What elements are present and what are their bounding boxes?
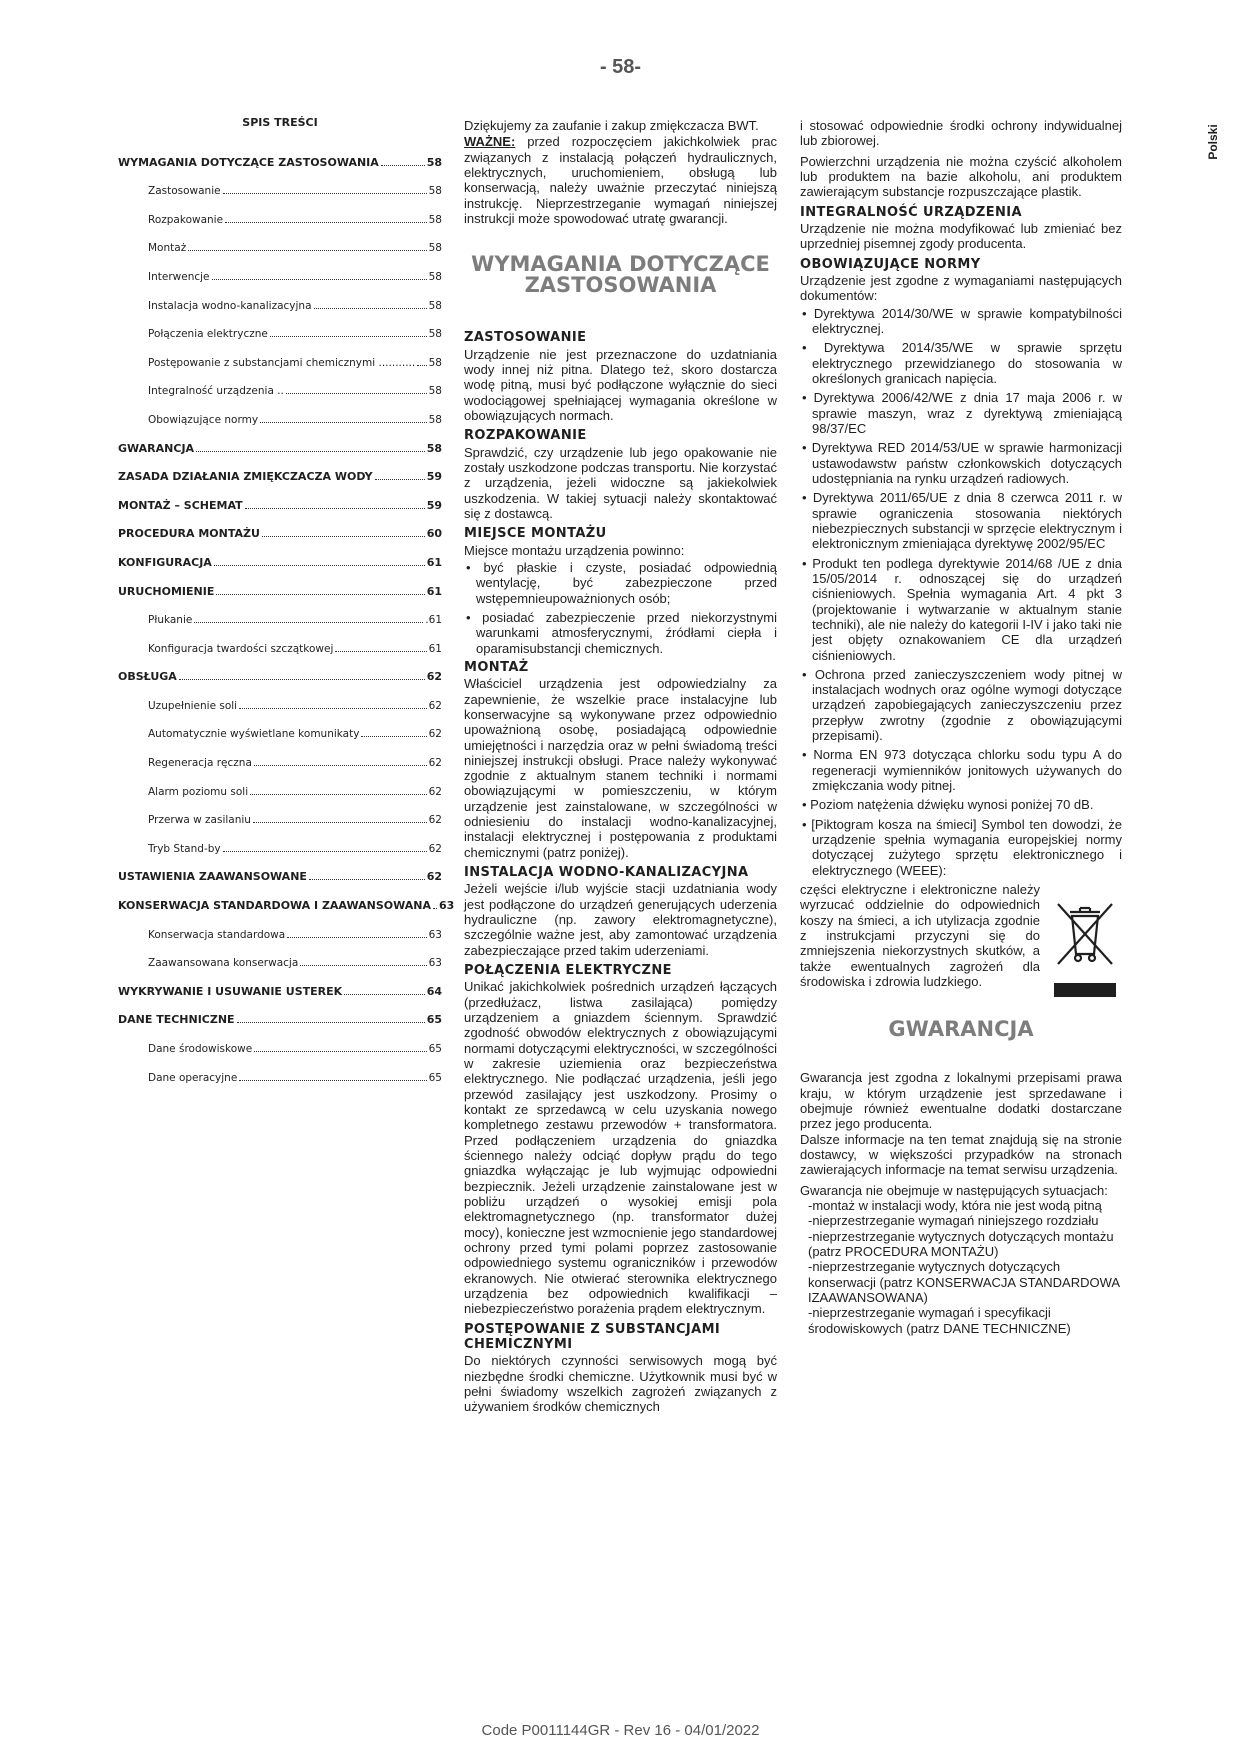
toc-entry-page: 58: [428, 413, 442, 426]
toc-leader-dots: [260, 422, 427, 423]
toc-entry-page: 60: [426, 527, 442, 541]
toc-entry-label: Konfiguracja twardości szczątkowej: [148, 642, 334, 655]
text-zastosowanie: Urządzenie nie jest przeznaczone do uzdatniania wody innej niż pitna. Dlatego też, skoro dostarcza wodę pitną, musi być podłączone wyłącznie do sieci wodociągowej spełniającej wymagania określone w obowiązujących normach.: [464, 346, 777, 423]
heading-miejsce: MIEJSCE MONTAŻU: [464, 526, 607, 542]
toc-entry-label: Alarm poziomu soli: [148, 785, 249, 798]
toc-leader-dots: [250, 794, 427, 795]
section-heading-requirements: [464, 254, 777, 296]
toc-leader-dots: [223, 851, 427, 852]
document-code-footer: Code P0011144GR - Rev 16 - 04/01/2022: [481, 1722, 760, 1739]
text-gwarancja-3: Gwarancja nie obejmuje w następujących sytuacjach:: [800, 1182, 1108, 1198]
toc-entry: [118, 969, 442, 998]
toc-entry-label: Przerwa w zasilaniu: [148, 814, 251, 827]
toc-entry-label: ZASADA DZIAŁANIA ZMIĘKCZACZA WODY: [118, 470, 373, 484]
important-label: WAŻNE:: [464, 134, 516, 150]
norm-item: • Dyrektywa 2014/30/WE w sprawie kompatybilności elektrycznej.: [802, 305, 1122, 336]
toc-leader-dots: [433, 908, 437, 909]
toc-entry-label: Tryb Stand-by: [148, 842, 221, 855]
toc-entry: [118, 369, 442, 398]
toc-entry-page: 62: [426, 670, 442, 684]
section-heading-line1: WYMAGANIA DOTYCZĄCE: [471, 252, 770, 277]
text-continuation: i stosować odpowiednie środki ochrony indywidualnej lub zbiorowej.: [800, 118, 1122, 149]
norm-item: • Dyrektywa 2011/65/UE z dnia 8 czerwca 2011 r. w sprawie ograniczenia stosowania niektórych niebezpiecznych substancji w sprzęcie elektrycznym i elektronicznym zmieniająca dyrektywę 2002/95/EC: [802, 490, 1122, 552]
toc-entry: [118, 769, 442, 798]
toc-entry: [118, 455, 442, 484]
toc-entry-label: Regeneracja ręczna: [148, 757, 252, 770]
toc-entry-label: Automatycznie wyświetlane komunikaty: [148, 728, 360, 741]
toc-leader-dots: [344, 994, 425, 995]
table-of-contents: [118, 116, 455, 1084]
text-postepowanie: Do niektórych czynności serwisowych mogą być niezbędne środki chemiczne. Użytkownik musi być w pełni świadomy wszelkich zagrożeń związanych z używaniem środków chemicznych: [464, 1353, 777, 1415]
weee-crossed-bin-icon: [1050, 898, 1122, 997]
toc-entry-label: Instalacja wodno-kanalizacyjna: [148, 299, 312, 312]
text-montaz: Właściciel urządzenia jest odpowiedzialny za zapewnienie, że wszelkie prace instalacyjne lub konserwacyjne są wykonywane przez odpowiednio upoważnioną osobę, posiadającą odpowiednie umiejętności i narzędzia oraz w pełni świadomą treści niniejszej instrukcji obsługi. Prace należy wykonywać zgodnie z aktualnym stanem techniki i normami obowiązującymi w pomieszczeniu, w którym urządzenie jest zainstalowane, w szczególności w odniesieniu do instalacji wodno-kanalizacyjnej, instalacji elektrycznej i postępowania z produktami chemicznymi (patrz poniżej).: [464, 676, 777, 860]
toc-entry: [118, 1026, 442, 1055]
toc-entry-label: URUCHOMIENIE: [118, 584, 215, 598]
heading-zastosowanie: ZASTOSOWANIE: [464, 330, 587, 346]
toc-leader-dots: [309, 879, 425, 880]
text-surface: Powierzchni urządzenia nie można czyścić alkoholem lub produktem na bazie alkoholu, ani produktem zawierającym substancje rozpuszczające plastik.: [800, 153, 1122, 200]
toc-entry-page: 59: [426, 470, 442, 484]
warranty-exclusion-item: -montaż w instalacji wody, która nie jest wodą pitną: [808, 1198, 1102, 1214]
toc-entry: [118, 941, 442, 970]
toc-entry-label: Obowiązujące normy: [148, 413, 259, 426]
page-number: - 58-: [599, 56, 642, 78]
toc-leader-dots: [245, 508, 425, 509]
toc-leader-dots: [225, 222, 427, 223]
warranty-exclusion-item: -nieprzestrzeganie wymagań niniejszego rozdziału: [808, 1213, 1099, 1229]
weee-block: [800, 882, 1122, 997]
toc-entry-page: .61: [425, 614, 442, 627]
norm-item: • Ochrona przed zanieczyszczeniem wody pitnej w instalacjach wodnych oraz ogólne wymogi dotyczące urządzeń zapobiegających zanieczyszczeniu przez przepływ zwrotny (zgodnie z obowiązującymi przepisami).: [802, 666, 1122, 744]
toc-entry: [118, 483, 442, 512]
norm-item: • Dyrektywa 2006/42/WE z dnia 17 maja 2006 r. w sprawie maszyn, wraz z dyrektywą zmieniającą 98/37/EC: [802, 390, 1122, 436]
toc-entry-label: KONSERWACJA STANDARDOWA I ZAAWANSOWANA: [118, 899, 431, 913]
toc-entry: [118, 912, 442, 941]
toc-entry-label: Dane środowiskowe: [148, 1043, 253, 1055]
text-weee: części elektryczne i elektroniczne należy wyrzucać oddzielnie do odpowiednich koszy na śmieci, a ich utylizacja zgodnie z instrukcjami przyczyni się do zmniejszenia niekorzystnych skutków, a także ewentualnych zagrożeń dla środowiska i zdrowia ludzkiego.: [800, 882, 1040, 990]
toc-entry: [118, 540, 442, 569]
text-polaczenia: Unikać jakichkolwiek pośrednich urządzeń łączących (przedłużacz, listwa zasilająca) pomiędzy urządzeniem a gniazdem ściennym. Sprawdzić zgodność obwodów elektrycznych z obowiązującymi normami dotyczącymi elektryczności, w szczególności w zakresie uziemienia oraz bezpieczeństwa elektrycznego. Nie podłączać urządzenia, jeśli jego przewód zasilający jest uszkodzony. Prosimy o kontakt ze sprzedawcą w celu uzyskania nowego kompletnego zestawu przewodów + transformatora. Przed podłączeniem urządzenia do gniazdka ściennego należy odciąć dopływ prądu do tego gniazdka wyłączając je lub wyjmując odpowiedni bezpiecznik. Jeżeli urządzenie zainstalowane jest w pobliżu urządzeń o wysokiej emisji pola elektromagnetycznego (np. transformator dużej mocy), konieczne jest wzmocnienie jego standardowej ochrony przed tymi polami poprzez zastosowanie odpowiedniego systemu ograniczników i przewodów ekranowych. Nie otwierać sterownika elektrycznego urządzenia bez odpowiednich kwalifikacji – niebezpieczeństwo porażenia prądem elektrycznym.: [464, 979, 777, 1317]
toc-entry: [118, 998, 442, 1027]
toc-entry: [118, 826, 442, 855]
toc-leader-dots: [361, 736, 426, 737]
toc-entry-label: Zastosowanie: [148, 185, 221, 198]
heading-montaz: MONTAŻ: [464, 659, 529, 675]
toc-leader-dots: [254, 765, 427, 766]
toc-entry-page: 65: [426, 1013, 442, 1027]
toc-entry-label: Połączenia elektryczne: [148, 328, 268, 341]
toc-entry-page: 62: [428, 814, 442, 827]
toc-entry-page: 61: [428, 642, 442, 655]
toc-entry-page: 62: [428, 728, 442, 741]
toc-entry-page: 61: [426, 555, 442, 569]
language-tab: [1198, 118, 1228, 166]
toc-entry-page: 63: [428, 957, 442, 970]
text-rozpakowanie: Sprawdzić, czy urządzenie lub jego opakowanie nie zostały uszkodzone podczas transportu. Nie korzystać z urządzenia, jeżeli widoczne są jakiekolwiek uszkodzenia. W takiej sytuacji należy skontaktować się z dostawcą.: [464, 444, 777, 521]
bullet-miejsce-1: • być płaskie i czyste, posiadać odpowiednią wentylację, być zabezpieczone przed wstępemnieupoważnionych osób;: [466, 559, 777, 606]
heading-instalacja: INSTALACJA WODNO-KANALIZACYJNA: [464, 865, 749, 881]
toc-entry-label: DANE TECHNICZNE: [118, 1013, 235, 1027]
toc-entry-page: 58: [428, 270, 442, 283]
section-heading-line2: ZASTOSOWANIA: [524, 273, 717, 298]
toc-entry: [118, 883, 455, 913]
crossed-bin-icon: [1050, 898, 1120, 968]
toc-entry-page: 65: [428, 1043, 442, 1055]
toc-leader-dots: [216, 594, 424, 595]
toc-entry: [118, 340, 442, 369]
norm-item: • Produkt ten podlega dyrektywie 2014/68 /UE z dnia 15/05/2014 r. odnoszącej się do urządzeń ciśnieniowych. Spełnia wymagania Art. 4 pkt 3 (projektowanie i wytwarzanie w aktualnym stanie techniki), ale nie należy do kategorii I-IV i jako taki nie jest objęty oznakowaniem CE dla urządzeń ciśnieniowych.: [802, 555, 1122, 663]
text-miejsce-intro: Miejsce montażu urządzenia powinno:: [464, 542, 685, 558]
toc-leader-dots: [287, 937, 426, 938]
toc-entry: [118, 226, 442, 255]
toc-entry: [118, 197, 442, 226]
toc-entry-page: 58: [428, 356, 442, 369]
toc-leader-dots: [212, 279, 427, 280]
text-gwarancja-1: Gwarancja jest zgodna z lokalnymi przepisami prawa kraju, w którym urządzenie jest sprzedawane i obejmuje również ewentualne dodatki dostarczane przez jego producenta.: [800, 1070, 1122, 1132]
toc-entry-page: 58: [428, 242, 442, 255]
toc-entry-page: 58: [428, 328, 442, 341]
toc-entry-label: Integralność urządzenia ..: [148, 385, 284, 398]
heading-postepowanie: POSTĘPOWANIE Z SUBSTANCJAMI CHEMICZNYMI: [464, 1321, 721, 1352]
intro-thanks: Dziękujemy za zaufanie i zakup zmiękczacza BWT.: [464, 118, 759, 133]
norm-item: • Norma EN 973 dotycząca chlorku sodu typu A do regeneracji wymienników jonitowych używanych do zmiękczania wody pitnej.: [802, 747, 1122, 794]
toc-entry-label: PROCEDURA MONTAŻU: [118, 527, 260, 541]
text-instalacja: Jeżeli wejście i/lub wyjście stacji uzdatniania wody jest podłączone do urządzeń generujących uderzenia hydrauliczne (np. zawory elektromagnetyczne), szczególnie ważne jest, aby zamontować urządzenia zabezpieczające przed takim uderzeniami.: [464, 881, 777, 958]
toc-entry-label: OBSŁUGA: [118, 670, 177, 684]
toc-entry-page: 64: [426, 984, 442, 998]
norm-item: • Poziom natężenia dźwięku wynosi poniżej 70 dB.: [802, 797, 1094, 813]
toc-entry: [118, 626, 442, 655]
toc-entry: [118, 569, 442, 598]
text-gwarancja-2: Dalsze informacje na ten temat znajdują się na stronie dostawcy, w większości przypadków na stronach zawierających informacje na temat serwisu urządzenia.: [800, 1131, 1122, 1178]
toc-entry: [118, 855, 442, 884]
toc-entry-page: 59: [426, 498, 442, 512]
toc-entry: [118, 312, 442, 341]
column-right: [800, 118, 1122, 1336]
toc-entry-page: 62: [428, 842, 442, 855]
toc-entry-page: 62: [428, 785, 442, 798]
norms-list: [800, 306, 1122, 878]
toc-entry-label: USTAWIENIA ZAAWANSOWANE: [118, 870, 307, 884]
toc-entry-label: MONTAŻ – SCHEMAT: [118, 498, 243, 512]
section-heading-warranty: GWARANCJA: [888, 1017, 1034, 1042]
toc-entry-label: Rozpakowanie: [148, 213, 224, 226]
toc-entry-page: 58: [428, 213, 442, 226]
toc-list: [118, 140, 455, 1084]
bullet-miejsce-2: • posiadać zabezpieczenie przed niekorzystnymi warunkami atmosferycznymi, źródłami ciepła i oparamisubstancji chemicznych.: [466, 609, 777, 656]
toc-leader-dots: [253, 822, 427, 823]
warranty-exclusion-item: -nieprzestrzeganie wytycznych dotyczących konserwacji (patrz KONSERWACJA STANDARDOWA IZAAWANSOWANA): [808, 1259, 1120, 1306]
toc-title: SPIS TREŚCI: [242, 116, 318, 129]
toc-entry-page: 65: [428, 1071, 442, 1084]
toc-leader-dots: [196, 451, 425, 452]
toc-entry: [118, 169, 442, 198]
toc-entry: [118, 740, 442, 769]
toc-entry-label: Postępowanie z substancjami chemicznymi ...........: [148, 356, 416, 369]
heading-integralnosc: INTEGRALNOŚĆ URZĄDZENIA: [800, 204, 1022, 220]
toc-entry: [118, 512, 442, 541]
toc-leader-dots: [314, 308, 427, 309]
toc-entry-label: WYMAGANIA DOTYCZĄCE ZASTOSOWANIA: [118, 155, 379, 169]
toc-entry-label: Montaż: [148, 242, 187, 255]
toc-entry-label: GWARANCJA: [118, 441, 195, 455]
toc-entry: [118, 1055, 442, 1084]
norm-item: • Dyrektywa RED 2014/53/UE w sprawie harmonizacji ustawodawstw państw członkowskich dotyczących udostępniania na rynku urządzeń radiowych.: [802, 440, 1122, 486]
toc-leader-dots: [381, 165, 425, 166]
language-tab-label: Polski: [1206, 124, 1220, 160]
toc-entry: [118, 283, 442, 312]
toc-entry-page: 58: [428, 385, 442, 398]
warranty-exclusion-item: -nieprzestrzeganie wytycznych dotyczących montażu (patrz PROCEDURA MONTAŻU): [808, 1228, 1114, 1260]
toc-entry: [118, 712, 442, 741]
heading-normy: OBOWIĄZUJĄCE NORMY: [800, 256, 981, 272]
important-text: przed rozpoczęciem jakichkolwiek prac związanych z instalacją połączeń hydraulicznych, elektrycznych, uruchomieniem, obsługą lub konserwacją, należy uważnie przeczytać niniejszą instrukcję. Nieprzestrzeganie wymagań niniejszej instrukcji może spowodować utratę gwarancji.: [464, 134, 777, 226]
toc-leader-dots: [194, 622, 423, 623]
toc-entry-page: 63: [438, 899, 455, 913]
toc-entry-page: 58: [426, 441, 442, 455]
toc-leader-dots: [223, 193, 427, 194]
toc-leader-dots: [239, 708, 427, 709]
toc-leader-dots: [286, 393, 427, 394]
toc-leader-dots: [239, 1080, 426, 1081]
toc-leader-dots: [254, 1051, 426, 1052]
toc-leader-dots: [262, 536, 425, 537]
toc-entry-label: Płukanie: [148, 614, 193, 627]
toc-leader-dots: [237, 1022, 425, 1023]
weee-bar: [1054, 983, 1116, 997]
toc-entry-label: Uzupełnienie soli: [148, 699, 238, 712]
heading-polaczenia: POŁĄCZENIA ELEKTRYCZNE: [464, 963, 672, 979]
norm-item: • Dyrektywa 2014/35/WE w sprawie sprzętu elektrycznego przewidzianego do stosowania w określonych granicach napięcia.: [802, 340, 1122, 386]
toc-entry-page: 62: [428, 757, 442, 770]
heading-rozpakowanie: ROZPAKOWANIE: [464, 428, 587, 444]
toc-leader-dots: [300, 965, 426, 966]
toc-entry: [118, 140, 442, 169]
important-notice: [464, 134, 777, 226]
toc-entry: [118, 598, 442, 627]
toc-leader-dots: [270, 336, 427, 337]
column-middle: [464, 118, 777, 1420]
toc-entry-page: 62: [428, 699, 442, 712]
text-integralnosc: Urządzenie nie można modyfikować lub zmieniać bez uprzedniej pisemnej zgody producenta.: [800, 220, 1122, 252]
toc-leader-dots: [188, 250, 426, 251]
norm-item: • [Piktogram kosza na śmieci] Symbol ten dowodzi, że urządzenie spełnia wymagania europejskiej normy dotyczącej zużytego sprzętu elektronicznego i elektrycznego (WEEE):: [802, 816, 1122, 878]
toc-leader-dots: [335, 651, 426, 652]
toc-entry-label: WYKRYWANIE I USUWANIE USTEREK: [118, 984, 343, 998]
toc-entry-label: Konserwacja standardowa: [148, 928, 286, 941]
toc-entry-page: 58: [428, 185, 442, 198]
warranty-exclusions-list: [800, 1198, 1122, 1336]
toc-entry: [118, 397, 442, 426]
toc-entry-page: 61: [426, 584, 442, 598]
warranty-exclusion-item: -nieprzestrzeganie wymagań i specyfikacji środowiskowych (patrz DANE TECHNICZNE): [808, 1305, 1071, 1336]
toc-entry: [118, 426, 442, 455]
toc-entry: [118, 798, 442, 827]
toc-entry-label: Dane operacyjne: [148, 1071, 238, 1084]
text-normy-intro: Urządzenie jest zgodne z wymaganiami następujących dokumentów:: [800, 272, 1122, 304]
toc-entry: [118, 254, 442, 283]
toc-leader-dots: [179, 679, 425, 680]
toc-entry-label: Zaawansowana konserwacja: [148, 957, 299, 970]
toc-entry-page: 58: [426, 155, 442, 169]
toc-entry-label: Interwencje: [148, 270, 210, 283]
toc-entry-label: KONFIGURACJA: [118, 555, 212, 569]
toc-entry: [118, 655, 442, 684]
toc-leader-dots: [417, 365, 426, 366]
toc-leader-dots: [214, 565, 425, 566]
toc-leader-dots: [375, 479, 425, 480]
toc-entry: [118, 683, 442, 712]
toc-entry-page: 63: [428, 928, 442, 941]
toc-entry-page: 58: [428, 299, 442, 312]
toc-entry-page: 62: [426, 870, 442, 884]
